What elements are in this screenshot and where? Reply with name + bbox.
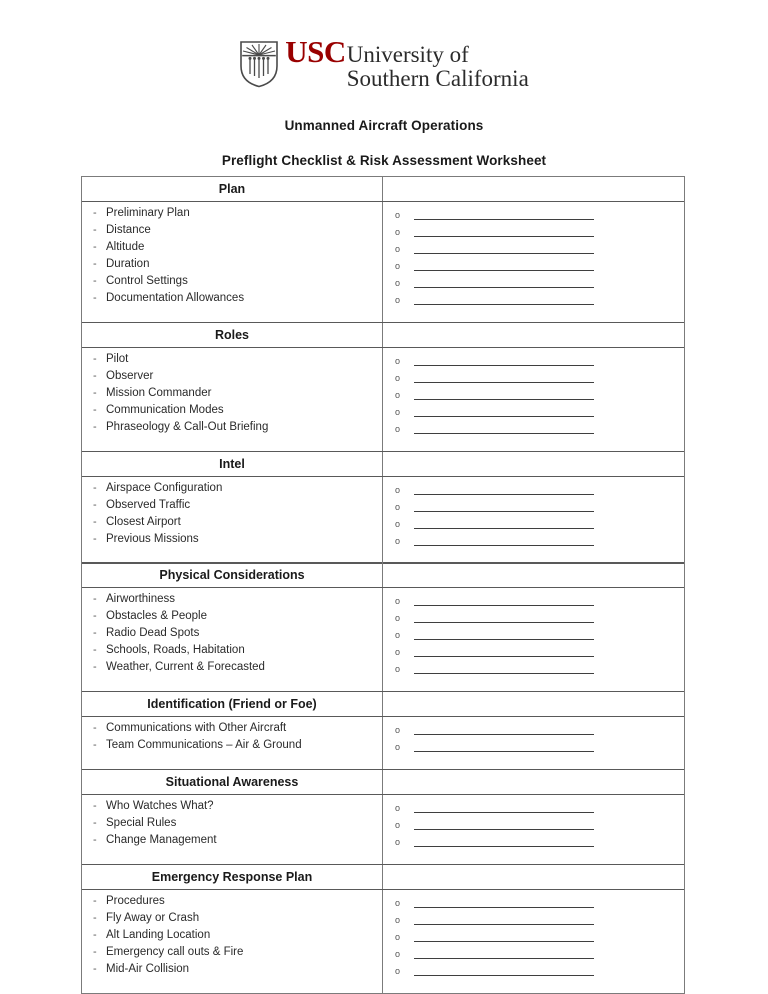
response-row[interactable] <box>383 722 684 739</box>
dash-bullet-icon: - <box>93 945 97 958</box>
response-row[interactable] <box>383 482 684 499</box>
dash-bullet-icon: - <box>93 224 97 236</box>
circle-bullet-icon: o <box>395 372 401 383</box>
section-header-notes-cell <box>383 770 684 794</box>
section-header-notes-cell <box>383 177 684 201</box>
write-in-line[interactable] <box>414 219 594 220</box>
checklist-item <box>82 499 382 516</box>
dash-bullet-icon: - <box>93 593 97 606</box>
circle-bullet-icon: o <box>395 647 401 658</box>
logo-name-line2: Southern California <box>346 66 529 92</box>
checklist-item-label: Preliminary Plan <box>106 207 190 219</box>
circle-bullet-icon: o <box>395 355 401 366</box>
checklist-section <box>82 177 684 323</box>
checklist-item <box>82 722 382 739</box>
checklist-item <box>82 627 382 644</box>
write-in-line[interactable] <box>414 528 594 529</box>
response-row[interactable] <box>383 224 684 241</box>
write-in-line[interactable] <box>414 304 594 305</box>
write-in-line[interactable] <box>414 924 594 925</box>
response-lines-cell <box>383 717 684 769</box>
checklist-item-label: Closest Airport <box>106 515 181 528</box>
checklist-item <box>82 370 382 387</box>
dash-bullet-icon: - <box>93 207 97 219</box>
section-title: Intel <box>82 452 383 476</box>
checklist-item-label: Altitude <box>106 241 145 253</box>
circle-bullet-icon: o <box>395 389 401 400</box>
dash-bullet-icon: - <box>93 515 97 528</box>
write-in-line[interactable] <box>414 639 594 640</box>
checklist-item-label: Pilot <box>106 352 129 365</box>
checklist-item-label: Duration <box>106 258 150 270</box>
circle-bullet-icon: o <box>395 630 401 641</box>
section-header-row <box>82 864 684 890</box>
checklist-item <box>82 533 382 550</box>
dash-bullet-icon: - <box>93 928 97 941</box>
checklist-item <box>82 946 382 963</box>
checklist-item <box>82 482 382 499</box>
response-lines-cell <box>383 795 684 864</box>
response-row[interactable] <box>383 353 684 370</box>
section-body-row <box>82 890 684 993</box>
response-lines-cell <box>383 890 684 993</box>
dash-bullet-icon: - <box>93 834 97 847</box>
dash-bullet-icon: - <box>93 962 97 975</box>
section-body-row <box>82 202 684 323</box>
checklist-item <box>82 834 382 851</box>
response-row[interactable] <box>383 946 684 963</box>
response-row[interactable] <box>383 275 684 292</box>
circle-bullet-icon: o <box>395 965 401 976</box>
checklist-item <box>82 353 382 370</box>
section-header-notes-cell <box>383 452 684 476</box>
circle-bullet-icon: o <box>395 518 401 529</box>
section-title: Physical Considerations <box>82 563 383 587</box>
checklist-section <box>82 691 684 770</box>
checklist-item <box>82 610 382 627</box>
checklist-items-cell <box>82 477 383 563</box>
section-body-row <box>82 795 684 865</box>
checklist-item-label: Procedures <box>106 894 165 907</box>
section-title: Situational Awareness <box>82 770 383 794</box>
circle-bullet-icon: o <box>395 914 401 925</box>
write-in-line[interactable] <box>414 958 594 959</box>
circle-bullet-icon: o <box>395 535 401 546</box>
checklist-item-label: Mid-Air Collision <box>106 962 190 975</box>
checklist-item-label: Observed Traffic <box>106 498 191 511</box>
dash-bullet-icon: - <box>93 817 97 830</box>
checklist-items-cell <box>82 795 383 864</box>
dash-bullet-icon: - <box>93 241 97 253</box>
dash-bullet-icon: - <box>93 498 97 511</box>
response-row[interactable] <box>383 661 684 678</box>
checklist-section <box>82 322 684 452</box>
checklist-item <box>82 404 382 421</box>
write-in-line[interactable] <box>414 975 594 976</box>
write-in-line[interactable] <box>414 734 594 735</box>
response-row[interactable] <box>383 963 684 980</box>
logo-name-line1: University of <box>346 42 469 67</box>
section-header-row <box>82 177 684 202</box>
dash-bullet-icon: - <box>93 403 97 416</box>
write-in-line[interactable] <box>414 253 594 254</box>
dash-bullet-icon: - <box>93 739 97 752</box>
write-in-line[interactable] <box>414 673 594 674</box>
response-lines-cell <box>383 588 684 691</box>
checklist-items-cell <box>82 588 383 691</box>
section-header-row <box>82 691 684 717</box>
section-title: Roles <box>82 323 383 347</box>
circle-bullet-icon: o <box>395 295 401 305</box>
write-in-line[interactable] <box>414 382 594 383</box>
circle-bullet-icon: o <box>395 948 401 959</box>
write-in-line[interactable] <box>414 656 594 657</box>
section-title: Emergency Response Plan <box>82 865 383 889</box>
dash-bullet-icon: - <box>93 275 97 287</box>
dash-bullet-icon: - <box>93 369 97 382</box>
checklist-item-label: Communication Modes <box>106 403 224 416</box>
checklist-item-label: Airworthiness <box>106 593 176 606</box>
write-in-line[interactable] <box>414 511 594 512</box>
response-row[interactable] <box>383 516 684 533</box>
response-lines-cell <box>383 348 684 451</box>
response-row[interactable] <box>383 912 684 929</box>
checklist-item-label: Control Settings <box>106 275 188 287</box>
response-row[interactable] <box>383 610 684 627</box>
circle-bullet-icon: o <box>395 596 401 607</box>
checklist-item-label: Previous Missions <box>106 532 199 545</box>
response-lines-cell <box>383 202 684 322</box>
checklist-item-label: Change Management <box>106 834 217 847</box>
write-in-line[interactable] <box>414 829 594 830</box>
circle-bullet-icon: o <box>395 725 401 736</box>
checklist-item-label: Radio Dead Spots <box>106 627 200 640</box>
checklist-item <box>82 661 382 678</box>
section-title: Plan <box>82 177 383 201</box>
write-in-line[interactable] <box>414 605 594 606</box>
checklist-item-label: Fly Away or Crash <box>106 911 200 924</box>
checklist-item-label: Distance <box>106 224 151 236</box>
checklist-item <box>82 739 382 756</box>
checklist-item <box>82 912 382 929</box>
section-body-row <box>82 348 684 452</box>
write-in-line[interactable] <box>414 941 594 942</box>
checklist-item-label: Team Communications – Air & Ground <box>106 739 302 752</box>
circle-bullet-icon: o <box>395 820 401 831</box>
dash-bullet-icon: - <box>93 386 97 399</box>
usc-shield-icon <box>239 40 279 88</box>
checklist-item-label: Obstacles & People <box>106 610 208 623</box>
response-row[interactable] <box>383 800 684 817</box>
response-row[interactable] <box>383 627 684 644</box>
response-row[interactable] <box>383 593 684 610</box>
checklist-items-cell <box>82 202 383 322</box>
dash-bullet-icon: - <box>93 661 97 674</box>
checklist-section <box>82 451 684 564</box>
usc-logo <box>0 0 768 92</box>
checklist-item <box>82 421 382 438</box>
checklist-item <box>82 817 382 834</box>
response-row[interactable] <box>383 929 684 946</box>
section-header-notes-cell <box>383 563 684 587</box>
checklist-item <box>82 644 382 661</box>
dash-bullet-icon: - <box>93 800 97 813</box>
response-row[interactable] <box>383 895 684 912</box>
response-row[interactable] <box>383 817 684 834</box>
checklist-item <box>82 258 382 275</box>
response-row[interactable] <box>383 241 684 258</box>
section-body-row <box>82 717 684 770</box>
response-row[interactable] <box>383 834 684 851</box>
checklist-item-label: Schools, Roads, Habitation <box>106 644 245 657</box>
write-in-line[interactable] <box>414 270 594 271</box>
circle-bullet-icon: o <box>395 837 401 848</box>
dash-bullet-icon: - <box>93 722 97 735</box>
write-in-line[interactable] <box>414 907 594 908</box>
checklist-item <box>82 963 382 980</box>
dash-bullet-icon: - <box>93 894 97 907</box>
checklist-item-label: Who Watches What? <box>106 800 214 813</box>
section-title: Identification (Friend or Foe) <box>82 692 383 716</box>
response-row[interactable] <box>383 207 684 224</box>
write-in-line[interactable] <box>414 846 594 847</box>
circle-bullet-icon: o <box>395 897 401 908</box>
checklist-section <box>82 769 684 865</box>
checklist-items-cell <box>82 890 383 993</box>
checklist-items-cell <box>82 717 383 769</box>
checklist-item-label: Phraseology & Call-Out Briefing <box>106 420 269 433</box>
circle-bullet-icon: o <box>395 613 401 624</box>
dash-bullet-icon: - <box>93 481 97 494</box>
response-lines-cell <box>383 477 684 563</box>
circle-bullet-icon: o <box>395 484 401 495</box>
write-in-line[interactable] <box>414 399 594 400</box>
circle-bullet-icon: o <box>395 931 401 942</box>
section-body-row <box>82 588 684 692</box>
section-body-row <box>82 477 684 564</box>
dash-bullet-icon: - <box>93 258 97 270</box>
checklist-item-label: Mission Commander <box>106 386 212 399</box>
checklist-item <box>82 241 382 258</box>
dash-bullet-icon: - <box>93 352 97 365</box>
dash-bullet-icon: - <box>93 610 97 623</box>
circle-bullet-icon: o <box>395 664 401 675</box>
write-in-line[interactable] <box>414 812 594 813</box>
section-header-row <box>82 562 684 588</box>
checklist-table <box>81 176 685 994</box>
dash-bullet-icon: - <box>93 644 97 657</box>
circle-bullet-icon: o <box>395 742 401 753</box>
section-header-row <box>82 322 684 348</box>
response-row[interactable] <box>383 533 684 550</box>
section-header-notes-cell <box>383 865 684 889</box>
write-in-line[interactable] <box>414 433 594 434</box>
dash-bullet-icon: - <box>93 627 97 640</box>
checklist-item <box>82 800 382 817</box>
checklist-item <box>82 516 382 533</box>
circle-bullet-icon: o <box>395 278 401 288</box>
write-in-line[interactable] <box>414 545 594 546</box>
checklist-items-cell <box>82 348 383 451</box>
dash-bullet-icon: - <box>93 420 97 433</box>
response-row[interactable] <box>383 387 684 404</box>
checklist-item <box>82 387 382 404</box>
checklist-item <box>82 207 382 224</box>
response-row[interactable] <box>383 292 684 309</box>
section-header-notes-cell <box>383 692 684 716</box>
checklist-item-label: Alt Landing Location <box>106 928 211 941</box>
response-row[interactable] <box>383 404 684 421</box>
section-header-row <box>82 769 684 795</box>
checklist-item-label: Emergency call outs & Fire <box>106 945 244 958</box>
checklist-item-label: Communications with Other Aircraft <box>106 722 287 735</box>
checklist-item-label: Special Rules <box>106 817 177 830</box>
write-in-line[interactable] <box>414 751 594 752</box>
write-in-line[interactable] <box>414 416 594 417</box>
write-in-line[interactable] <box>414 494 594 495</box>
checklist-item <box>82 895 382 912</box>
document-subtitle: Preflight Checklist & Risk Assessment Worksheet <box>221 152 547 168</box>
section-header-notes-cell <box>383 323 684 347</box>
response-row[interactable] <box>383 499 684 516</box>
circle-bullet-icon: o <box>395 261 401 271</box>
checklist-item-label: Weather, Current & Forecasted <box>106 661 265 674</box>
dash-bullet-icon: - <box>93 292 97 304</box>
checklist-item <box>82 224 382 241</box>
response-row[interactable] <box>383 258 684 275</box>
dash-bullet-icon: - <box>93 532 97 545</box>
circle-bullet-icon: o <box>395 423 401 434</box>
logo-acronym: USC <box>285 34 346 69</box>
checklist-section <box>82 562 684 692</box>
checklist-item <box>82 929 382 946</box>
response-row[interactable] <box>383 421 684 438</box>
checklist-item <box>82 275 382 292</box>
document-title: Unmanned Aircraft Operations <box>284 117 484 133</box>
write-in-line[interactable] <box>414 622 594 623</box>
circle-bullet-icon: o <box>395 803 401 814</box>
response-row[interactable] <box>383 739 684 756</box>
write-in-line[interactable] <box>414 365 594 366</box>
circle-bullet-icon: o <box>395 406 401 417</box>
dash-bullet-icon: - <box>93 911 97 924</box>
checklist-item <box>82 292 382 309</box>
circle-bullet-icon: o <box>395 210 401 220</box>
checklist-item <box>82 593 382 610</box>
circle-bullet-icon: o <box>395 227 401 237</box>
response-row[interactable] <box>383 370 684 387</box>
circle-bullet-icon: o <box>395 501 401 512</box>
response-row[interactable] <box>383 644 684 661</box>
write-in-line[interactable] <box>414 287 594 288</box>
checklist-item-label: Airspace Configuration <box>106 481 223 494</box>
checklist-item-label: Documentation Allowances <box>106 292 245 304</box>
circle-bullet-icon: o <box>395 244 401 254</box>
checklist-item-label: Observer <box>106 369 154 382</box>
checklist-section <box>82 864 684 993</box>
write-in-line[interactable] <box>414 236 594 237</box>
section-header-row <box>82 451 684 477</box>
